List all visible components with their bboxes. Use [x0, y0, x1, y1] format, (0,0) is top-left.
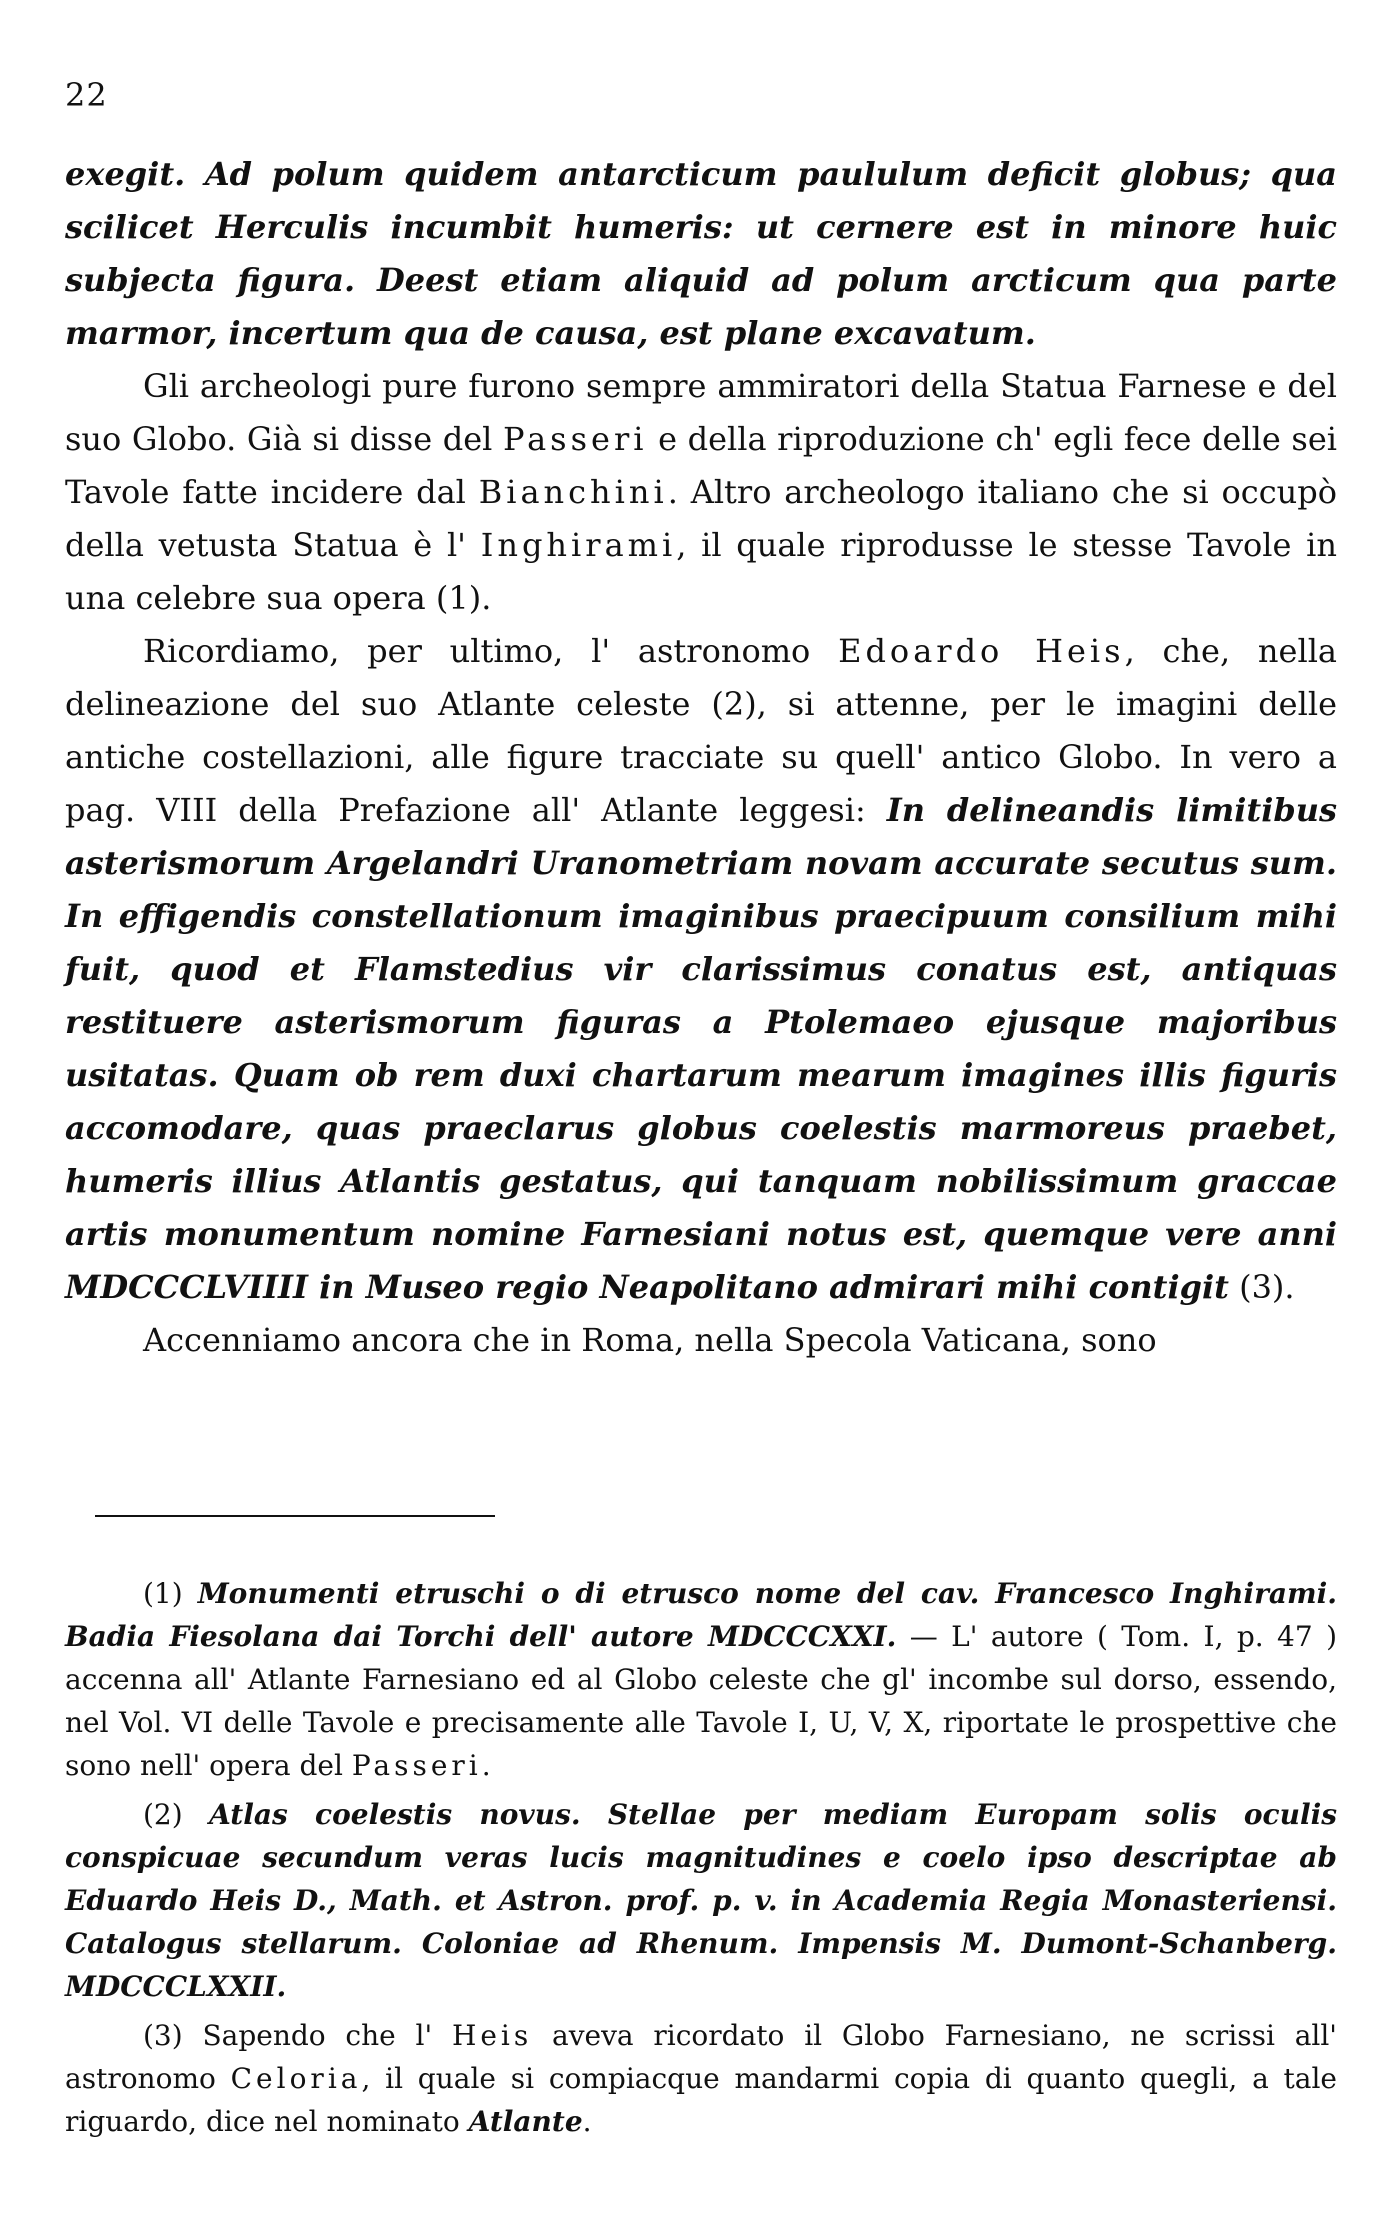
main-text — [65, 148, 1337, 1367]
text-run: Gli archeologi pure furono sempre ammiratori della Statua Farnese e del suo Globo. Già si disse del — [65, 367, 1337, 458]
footnote — [65, 1572, 1337, 1787]
text-run: Atlante — [468, 2105, 583, 2138]
text-run: . — [481, 1749, 491, 1782]
text-run: all' — [510, 791, 602, 829]
text-run: , il quale si compiacque mandarmi copia di quanto quegli, a tale riguardo, dice nel nominato — [65, 2062, 1337, 2138]
text-run: Atlante — [601, 791, 719, 829]
text-run: (3) Sapendo che l' — [143, 2019, 452, 2052]
text-run: Monumenti etruschi o di etrusco nome del cav. Francesco Inghirami. Badia Fiesolana dai Torchi dell' autore MDCCCXXI. — [65, 1577, 1337, 1653]
paragraph — [65, 625, 1337, 1314]
text-run: . Altro archeologo italiano che si occupò della vetusta Statua è l' — [65, 473, 1338, 564]
text-run: Atlante celeste — [438, 685, 691, 723]
paragraph — [65, 1314, 1337, 1367]
text-run: Ricordiamo, per ultimo, l' astronomo — [143, 632, 839, 670]
footnotes — [65, 1572, 1337, 2149]
text-run: aveva ricordato il Globo Farnesiano, ne scrissi all' astronomo — [65, 2019, 1337, 2095]
text-run: (3). — [1228, 1268, 1295, 1306]
document-page — [65, 0, 1337, 2239]
text-run: Passeri — [502, 420, 648, 458]
text-run: e della riproduzione ch' egli fece delle sei Tavole fatte incidere dal — [65, 420, 1338, 511]
text-run: (2), si attenne, per le imagini delle antiche costellazioni, alle figure tracciate su quell' antico Globo. In vero a pag. VIII della — [65, 685, 1338, 829]
text-run: — L' autore ( Tom. I, p. 47 ) accenna all' Atlante Farnesiano ed al Globo celeste che gl' incombe sul dorso, essendo, nel Vol. VI delle Tavole e precisamente alle Tavole I, U, V, X, riportate le prospettive che sono nell' opera del — [65, 1620, 1337, 1782]
text-run: . — [582, 2105, 592, 2138]
text-run: Prefazione — [338, 791, 511, 829]
text-run: , il quale riprodusse le stesse Tavole in una celebre sua opera (1). — [65, 526, 1338, 617]
text-run: (1) — [143, 1577, 198, 1610]
text-run: Celoria — [230, 2062, 362, 2095]
text-run: , che, nella delineazione del suo — [65, 632, 1338, 723]
paragraph — [65, 360, 1337, 625]
footnote-separator — [95, 1515, 495, 1517]
text-run: Heis — [451, 2019, 533, 2052]
text-run: Atlas coelestis novus. Stellae per mediam Europam solis oculis conspicuae secundum veras lucis magnitudines e coelo ipso descriptae ab Eduardo Heis D., Math. et Astron. prof. p. v. in Academia Regia Monasteriensi. Catalogus stellarum. Coloniae ad Rhenum. Impensis M. Dumont-Schanberg. MDCCCLXXII. — [65, 1798, 1337, 2003]
page-number: 22 — [65, 76, 108, 114]
text-run: In delineandis limitibus asterismorum Argelandri Uranometriam novam accurate secutus sum. In effigendis constellationum imaginibus praecipuum consilium mihi fuit, quod et Flamstedius vir clarissimus conatus est, antiquas restituere asterismorum figuras a Ptolemaeo ejusque majoribus usitatas. Quam ob rem duxi chartarum mearum imagines illis figuris accomodare, quas praeclarus globus coelestis marmoreus praebet, humeris illius Atlantis gestatus, qui tanquam nobilissimum graccae artis monumentum nomine Farnesiani notus est, quemque vere anni MDCCCLVIIII in Museo regio Neapolitano admirari mihi contigit — [65, 791, 1338, 1306]
text-run: Bianchini — [478, 473, 668, 511]
text-run: exegit. Ad polum quidem antarcticum paululum deficit globus; qua scilicet Herculis incumbit humeris: ut cernere est in minore huic subjecta figura. Deest etiam aliquid ad polum arcticum qua parte marmor, incertum qua de causa, est plane excavatum. — [65, 155, 1337, 352]
text-run: (2) — [143, 1798, 210, 1831]
text-run: leggesi: — [718, 791, 887, 829]
footnote — [65, 1793, 1337, 2008]
text-run: Inghirami — [480, 526, 677, 564]
text-run: Edoardo Heis — [838, 632, 1125, 670]
text-run: Passeri — [351, 1749, 482, 1782]
text-run: Accenniamo ancora che in Roma, nella Specola Vaticana, sono — [143, 1321, 1157, 1359]
paragraph — [65, 148, 1337, 360]
footnote — [65, 2014, 1337, 2143]
